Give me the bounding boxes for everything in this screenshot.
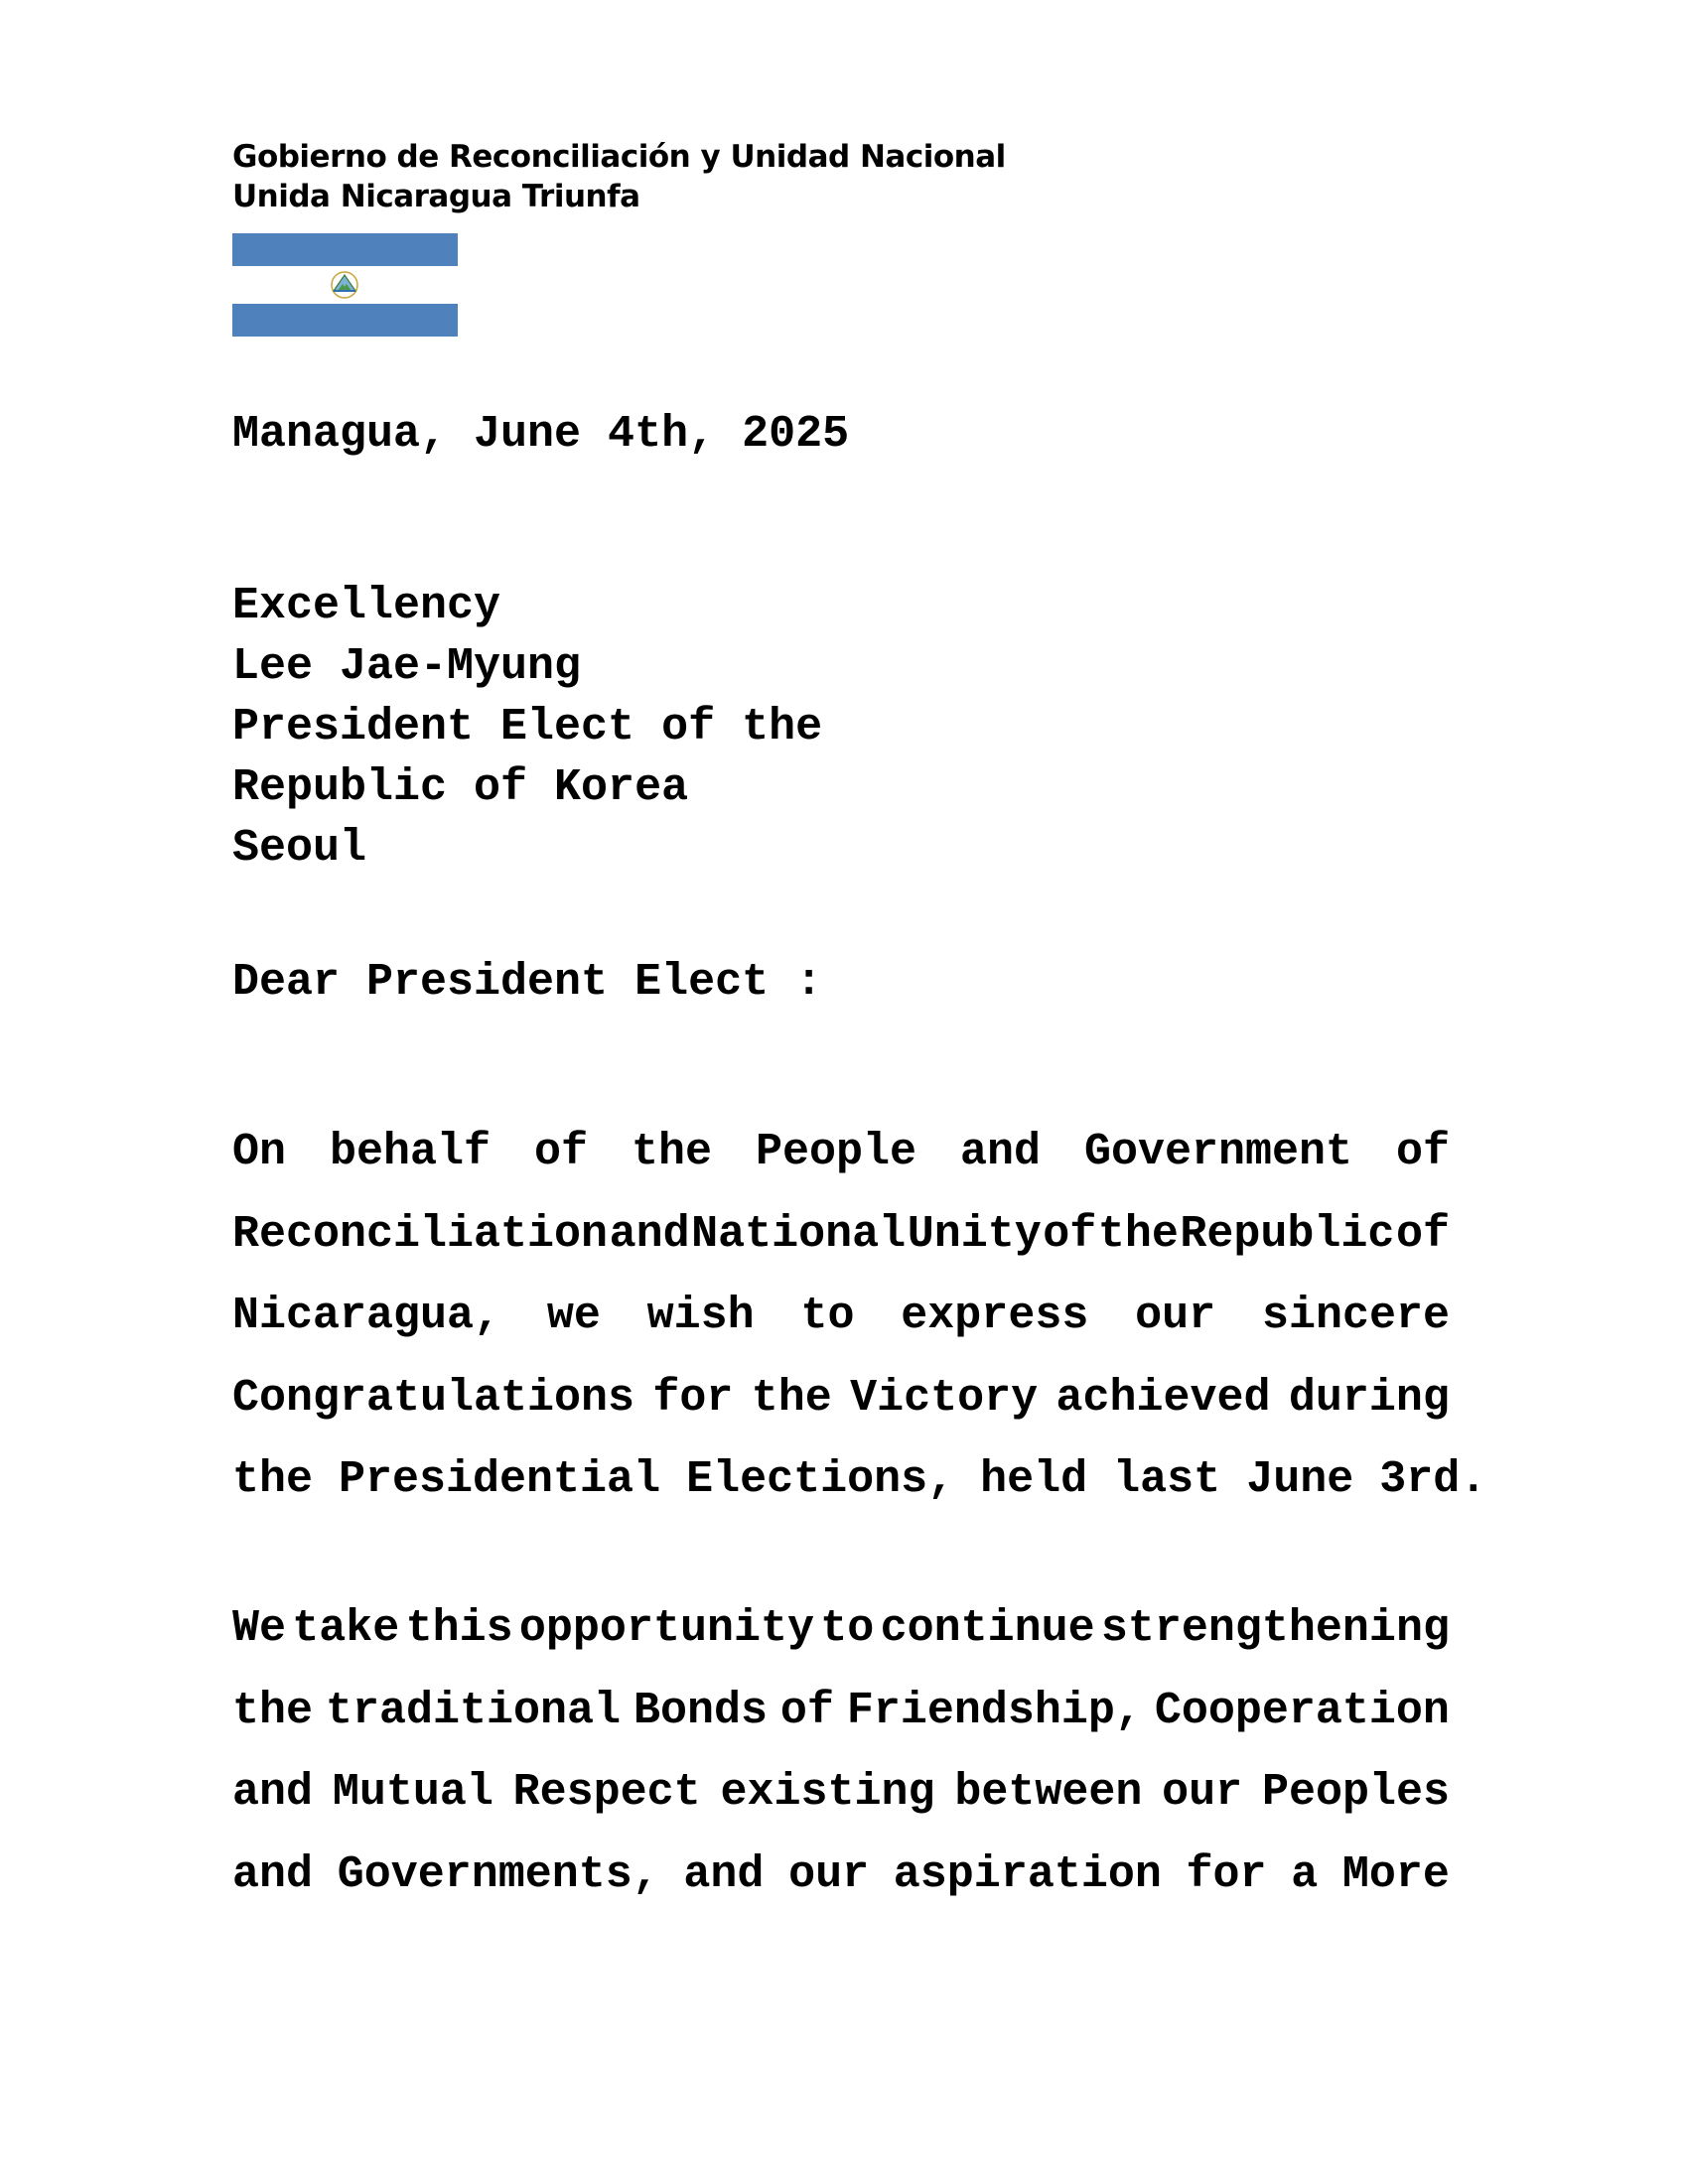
- word: held: [980, 1454, 1088, 1505]
- word: and: [683, 1848, 765, 1900]
- word: strengthening: [1100, 1603, 1450, 1654]
- word: Nicaragua,: [232, 1291, 501, 1341]
- word: traditional: [325, 1685, 622, 1736]
- word: to: [820, 1603, 875, 1654]
- recipient-title: President Elect of the: [232, 702, 823, 752]
- word: existing: [720, 1767, 935, 1818]
- word: Unity: [907, 1208, 1042, 1260]
- letter-date: Managua, June 4th, 2025: [232, 409, 850, 460]
- paragraph-friendship: [232, 1588, 1450, 1916]
- word: of: [1043, 1208, 1097, 1260]
- word: Cooperation: [1154, 1685, 1450, 1736]
- word: sincere: [1261, 1291, 1450, 1341]
- word: the: [631, 1127, 712, 1177]
- paragraph-line: [232, 1194, 1450, 1277]
- word: 3rd.: [1379, 1454, 1487, 1505]
- word: Respect: [512, 1767, 701, 1818]
- word: wish: [646, 1291, 755, 1341]
- recipient-address: [232, 576, 822, 879]
- word: and: [232, 1848, 314, 1900]
- paragraph-line: [232, 1588, 1450, 1671]
- word: and: [959, 1127, 1041, 1177]
- salutation: Dear President Elect :: [232, 957, 823, 1008]
- word: behalf: [329, 1127, 492, 1177]
- word: Presidential: [339, 1454, 661, 1505]
- word: We: [232, 1603, 287, 1654]
- nicaragua-flag-icon: [232, 233, 458, 337]
- word: and: [609, 1208, 690, 1260]
- recipient-city: Seoul: [232, 823, 367, 874]
- word: Elections,: [686, 1454, 955, 1505]
- word: the: [751, 1372, 832, 1424]
- word: People: [755, 1127, 916, 1177]
- paragraph-line: [232, 1276, 1450, 1358]
- word: June: [1246, 1454, 1354, 1505]
- word: Congratulations: [232, 1372, 635, 1424]
- word: Reconciliation: [232, 1208, 609, 1260]
- word: National: [691, 1208, 907, 1260]
- recipient-honorific: Excellency: [232, 581, 501, 631]
- word: this: [405, 1603, 513, 1654]
- word: and: [232, 1767, 314, 1818]
- letterhead-government-name: Gobierno de Reconciliación y Unidad Nacional: [232, 139, 1006, 175]
- word: between: [954, 1767, 1143, 1818]
- letterhead: [232, 137, 1006, 216]
- word: to: [800, 1291, 855, 1341]
- word: during: [1288, 1372, 1450, 1424]
- recipient-name: Lee Jae-Myung: [232, 641, 582, 692]
- word: the: [232, 1454, 314, 1505]
- word: opportunity: [518, 1603, 814, 1654]
- word: Friendship,: [846, 1685, 1142, 1736]
- word: Peoples: [1261, 1767, 1450, 1818]
- word: Mutual: [332, 1767, 493, 1818]
- paragraph-line: [232, 1358, 1450, 1440]
- word: the: [1097, 1208, 1179, 1260]
- recipient-country: Republic of Korea: [232, 762, 689, 813]
- paragraph-line: [232, 1835, 1450, 1917]
- word: Governments,: [337, 1848, 659, 1900]
- word: On: [232, 1127, 287, 1177]
- word: our: [788, 1848, 870, 1900]
- word: of: [779, 1685, 834, 1736]
- word: of: [533, 1127, 588, 1177]
- word: Republic: [1180, 1208, 1395, 1260]
- word: of: [1395, 1208, 1450, 1260]
- word: take: [292, 1603, 400, 1654]
- paragraph-line: [232, 1671, 1450, 1753]
- word: express: [901, 1291, 1089, 1341]
- word: our: [1135, 1291, 1216, 1341]
- word: Bonds: [633, 1685, 768, 1736]
- word: a: [1291, 1848, 1319, 1900]
- word: continue: [880, 1603, 1095, 1654]
- paragraph-congratulations: [232, 1112, 1487, 1522]
- word: last: [1113, 1454, 1221, 1505]
- word: achieved: [1055, 1372, 1271, 1424]
- word: Victory: [850, 1372, 1039, 1424]
- word: More: [1341, 1848, 1450, 1900]
- word: our: [1162, 1767, 1243, 1818]
- word: the: [232, 1685, 314, 1736]
- paragraph-line: [232, 1439, 1487, 1522]
- word: for: [1186, 1848, 1267, 1900]
- paragraph-line: [232, 1112, 1450, 1194]
- word: for: [652, 1372, 734, 1424]
- word: of: [1395, 1127, 1450, 1177]
- paragraph-line: [232, 1752, 1450, 1835]
- letterhead-slogan: Unida Nicaragua Triunfa: [232, 179, 640, 214]
- word: Government: [1083, 1127, 1352, 1177]
- word: aspiration: [893, 1848, 1162, 1900]
- word: we: [546, 1291, 601, 1341]
